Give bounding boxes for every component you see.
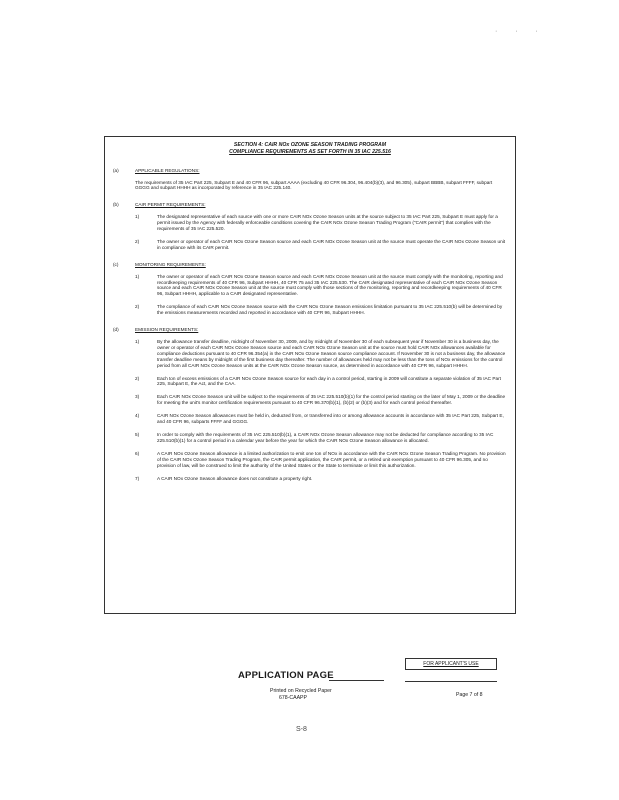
section-3 xyxy=(113,327,507,488)
section-heading: CAIR PERMIT REQUIREMENTS: xyxy=(135,202,206,208)
list-item xyxy=(135,376,507,388)
list-item xyxy=(135,476,507,482)
section-subtitle: COMPLIANCE REQUIREMENTS AS SET FORTH IN 35 IAC 225.516 xyxy=(229,148,391,155)
section-header xyxy=(105,137,515,156)
item-number: 2) xyxy=(135,375,140,381)
form-section-frame xyxy=(104,136,516,614)
applicant-use-line xyxy=(405,681,497,682)
item-text: The designated representative of each source with one or more CAIR NOx Ozone Season units at the source subject to 35 IAC Part 225, Subpart E must apply for a permit issued by the Agency with federally enforceable conditions covering the CAIR NOx Ozone Season Trading Program ("CAIR permit") that complies with the requirements of 35 IAC 225.520. xyxy=(157,214,498,232)
section-content xyxy=(135,262,507,323)
item-text: CAIR NOx Ozone Season allowances must be held in, deducted from, or transferred into or among allowance accounts in accordance with 35 IAC Part 225, Subpart E, and 40 CFR 96, subparts FFFF and GGGG. xyxy=(157,413,504,425)
recycled-paper-note: Printed on Recycled Paper xyxy=(270,688,332,694)
item-number: 6) xyxy=(135,450,140,456)
item-number: 2) xyxy=(135,304,140,310)
item-text: A CAIR NOx Ozone Season allowance is a limited authorization to emit one ton of NOx in accordance with the CAIR NOx Ozone Season Trading Program. No provision of the CAIR NOx Ozone Season Trading Program, the CAIR permit application, the CAIR permit, or a retired unit exemption pursuant to 40 CFR 96.305, and no provision of law, will be construed to limit the authority of the United States or the State to terminate or limit this authorization. xyxy=(157,450,506,468)
item-text: Each ton of excess emissions of a CAIR NOx Ozone Season source for each day in a control period, starting in 2009 will constitute a separate violation of 35 IAC Part 225, Subpart E, the Act, and the CAA. xyxy=(157,375,501,387)
page-number: Page 7 of 8 xyxy=(456,692,483,698)
section-2 xyxy=(113,262,507,323)
item-text: In order to comply with the requirements of 35 IAC 225.510(b)(1), a CAIR NOx Ozone Season allowance may not be deducted for compliance according to 35 IAC 225.510(b)(1) for a control period in a calendar year before the year for which the CAIR NOx Ozone Season allowance is allocated. xyxy=(157,431,494,443)
list-item xyxy=(135,413,507,425)
section-body xyxy=(105,156,515,489)
item-number: 1) xyxy=(135,339,140,344)
application-page-blank xyxy=(329,680,384,681)
list-item xyxy=(135,214,507,232)
section-letter: (b) xyxy=(113,202,119,208)
item-text: The owner or operator of each CAIR NOx Ozone Season source and each CAIR NOx Ozone Season unit at the source must comply with the monitoring, reporting and recordkeeping requirements of 40 CFR 96, Subpart HHHH, 40 CFR 75 and 35 IAC 225.530. The CAIR designated representative of each CAIR NOx Ozone Season source and each CAIR NOx Ozone Season unit at the source must comply with those sections of the monitoring, reporting and recordkeeping requirements of 40 CFR 96, Subpart HHHH, applicable to a CAIR designated representative. xyxy=(157,273,503,297)
section-letter: (d) xyxy=(113,327,119,333)
item-text: The owner or operator of each CAIR NOx Ozone Season source and each CAIR NOx Ozone Season unit at the source must operate the CAIR NOx Ozone Season unit in compliance with its CAIR permit. xyxy=(157,238,506,250)
list-item xyxy=(135,432,507,444)
section-content xyxy=(135,168,507,199)
bottom-page-number: S-8 xyxy=(296,726,307,733)
section-1 xyxy=(113,202,507,257)
item-number: 4) xyxy=(135,413,140,419)
section-heading: APPLICABLE REGULATIONS: xyxy=(135,167,200,173)
section-content xyxy=(135,327,507,488)
item-number: 1) xyxy=(135,214,140,220)
item-number: 5) xyxy=(135,431,140,437)
applicant-use-box: FOR APPLICANT'S USE xyxy=(405,658,497,670)
list-item xyxy=(135,304,507,316)
item-text: A CAIR NOx Ozone Season allowance does not constitute a property right. xyxy=(157,475,313,481)
section-heading: MONITORING REQUIREMENTS: xyxy=(135,261,206,267)
section-content xyxy=(135,202,507,257)
section-letter: (a) xyxy=(113,167,119,173)
item-number: 2) xyxy=(135,238,140,244)
list-item xyxy=(135,451,507,469)
form-code: 678-CAAPP xyxy=(279,695,307,701)
item-number: 3) xyxy=(135,394,140,400)
section-letter: (c) xyxy=(113,261,119,267)
application-page-label: APPLICATION PAGE xyxy=(238,670,334,681)
item-number: 7) xyxy=(135,475,140,481)
item-number: 1) xyxy=(135,273,140,279)
section-title: SECTION 4: CAIR NOx OZONE SEASON TRADING PROGRAM xyxy=(233,142,387,148)
section-0 xyxy=(113,168,507,199)
item-text: The compliance of each CAIR NOx Ozone Season source with the CAIR NOx Ozone Season emissions limitation pursuant to 35 IAC 225.510(b) will be determined by the emissions measurements recorded and reported in accordance with 40 CFR 96, Subpart HHHH. xyxy=(157,304,503,316)
section-heading: EMISSION REQUIREMENTS: xyxy=(135,327,199,333)
section-paragraph: The requirements of 35 IAC Part 225, Subpart E and 40 CFR 96, subpart AAAA (excluding 40 CFR 96.304, 96.404(b)(3), and 96.305), subpart BBBB, subpart FFFF, subpart GGGG and subpart HHHH as incorporated by reference in 35 IAC 225.140. xyxy=(135,179,493,191)
item-text: By the allowance transfer deadline, midnight of November 30, 2009, and by midnight of November 30 of each subsequent year if November 30 is a business day, the owner or operator of each CAIR NOx Ozone Season source and each CAIR NOx Ozone Season unit at the source must hold CAIR NOx allowances available for compliance deductions pursuant to 40 CFR 96.354(a) in the CAIR NOx Ozone Season source compliance account. If November 30 is not a business day, the allowance transfer deadline means by midnight of the first business day thereafter. The number of allowances held may not be less than the tons of NOx emissions for the control period from all CAIR NOx Ozone Season units at the CAIR NOx Ozone Season source, as determined in accordance with 40 CFR 96, subpart HHHH. xyxy=(157,339,506,368)
list-item xyxy=(135,394,507,406)
list-item xyxy=(135,274,507,298)
list-item xyxy=(135,239,507,251)
item-text: Each CAIR NOx Ozone Season unit will be subject to the requirements of 35 IAC 225.510(b)(1) for the control period starting on the later of May 1, 2009 or the deadline for meeting the unit's monitor certification requirements pursuant to 40 CFR 96.370(b)(1), (b)(2) or (b)(3) and for each control period thereafter. xyxy=(157,394,506,406)
list-item xyxy=(135,339,507,369)
corner-mark: · · · xyxy=(495,28,546,35)
